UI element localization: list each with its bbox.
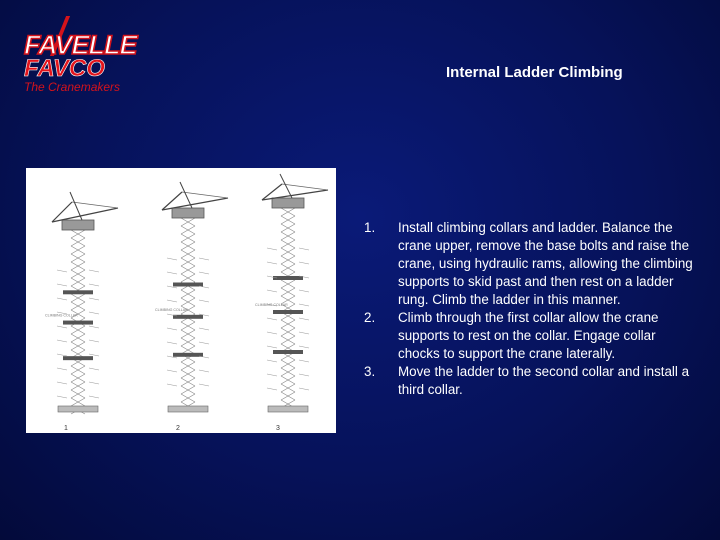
ladder-rung [89, 298, 99, 300]
ladder-rung [57, 326, 67, 328]
ladder-rung [267, 248, 277, 250]
panel-number-label: 1 [64, 425, 68, 432]
step-item [364, 309, 694, 363]
collar-label: CLIMBING COLLAR [45, 313, 78, 318]
climbing-collar [63, 290, 93, 294]
climbing-steps-list [364, 219, 694, 399]
ladder-rung [199, 328, 209, 330]
ladder-rung [167, 342, 177, 344]
ladder-rung [267, 388, 277, 390]
ladder-rung [199, 356, 209, 358]
ladder-rung [199, 300, 209, 302]
ladder-rung [267, 374, 277, 376]
ladder-rung [267, 262, 277, 264]
ladder-rung [89, 326, 99, 328]
climbing-collar [63, 321, 93, 325]
slewing-unit [272, 198, 304, 208]
ladder-rung [57, 382, 67, 384]
ladder-rung [299, 346, 309, 348]
slide-title: Internal Ladder Climbing [446, 64, 623, 81]
ladder-rung [89, 340, 99, 342]
ladder-rung [167, 272, 177, 274]
ladder-rung [167, 258, 177, 260]
ladder-rung [267, 360, 277, 362]
ladder-rung [199, 370, 209, 372]
crane-a-frame [280, 174, 292, 198]
crane-pendant [282, 184, 328, 190]
step-number: 3. [364, 364, 376, 379]
crane-climbing-illustration [26, 168, 336, 433]
ladder-rung [199, 384, 209, 386]
ladder-rung [89, 312, 99, 314]
ladder-rung [89, 354, 99, 356]
ladder-rung [167, 384, 177, 386]
ladder-rung [167, 370, 177, 372]
logo-tagline: The Cranemakers [24, 80, 121, 94]
climbing-collar [173, 353, 203, 357]
ladder-rung [299, 304, 309, 306]
step-number: 1. [364, 220, 376, 235]
climbing-collar [273, 310, 303, 314]
ladder-rung [167, 328, 177, 330]
step-text: Move the ladder to the second collar and install a third collar. [398, 364, 690, 397]
crane-base [168, 406, 208, 412]
ladder-rung [299, 290, 309, 292]
panel-number-label: 3 [276, 425, 280, 432]
step-item [364, 363, 694, 399]
ladder-rung [89, 396, 99, 398]
slewing-unit [172, 208, 204, 218]
climbing-collar [173, 315, 203, 319]
crane-pendant [72, 202, 118, 208]
ladder-rung [57, 270, 67, 272]
climbing-collar [173, 283, 203, 287]
crane-a-frame [180, 182, 192, 208]
ladder-rung [57, 396, 67, 398]
crane-a-frame [70, 192, 82, 220]
crane-pendant [182, 192, 228, 198]
ladder-rung [57, 284, 67, 286]
climbing-collar [273, 350, 303, 354]
ladder-rung [299, 360, 309, 362]
ladder-rung [267, 290, 277, 292]
crane-climbing-diagram [26, 168, 336, 433]
ladder-rung [89, 382, 99, 384]
ladder-rung [299, 248, 309, 250]
ladder-rung [299, 332, 309, 334]
panel-number-label: 2 [176, 425, 180, 432]
climbing-collar [273, 276, 303, 280]
crane-base [58, 406, 98, 412]
collar-label: CLIMBING COLLAR [255, 303, 288, 307]
step-number: 2. [364, 310, 376, 325]
logo-wordmark-favco: FAVCO [24, 55, 105, 82]
ladder-rung [199, 258, 209, 260]
step-item [364, 219, 694, 309]
ladder-rung [57, 340, 67, 342]
ladder-rung [299, 374, 309, 376]
crane-base [268, 406, 308, 412]
ladder-rung [57, 368, 67, 370]
ladder-rung [57, 354, 67, 356]
ladder-rung [299, 262, 309, 264]
collar-label: CLIMBING COLLAR [155, 307, 188, 312]
ladder-rung [199, 286, 209, 288]
step-text: Climb through the first collar allow the crane supports to rest on the collar. Engage collar chocks to support the crane laterally. [398, 310, 659, 361]
ladder-rung [89, 368, 99, 370]
slewing-unit [62, 220, 94, 230]
step-text: Install climbing collars and ladder. Balance the crane upper, remove the base bolts and raise the crane, using hydraulic rams, allowing the climbing supports to skid past and then rest on a ladder rung. Climb the ladder in this manner. [398, 220, 693, 307]
ladder-rung [267, 346, 277, 348]
ladder-rung [89, 270, 99, 272]
climbing-collar [63, 356, 93, 360]
ladder-rung [57, 298, 67, 300]
ladder-rung [167, 300, 177, 302]
ladder-rung [299, 388, 309, 390]
ladder-rung [89, 284, 99, 286]
ladder-rung [299, 318, 309, 320]
ladder-rung [199, 272, 209, 274]
ladder-rung [267, 318, 277, 320]
logo-wordmark-favelle: FAVELLE [24, 30, 137, 60]
ladder-rung [267, 332, 277, 334]
favelle-favco-logo [22, 14, 137, 94]
ladder-rung [199, 342, 209, 344]
